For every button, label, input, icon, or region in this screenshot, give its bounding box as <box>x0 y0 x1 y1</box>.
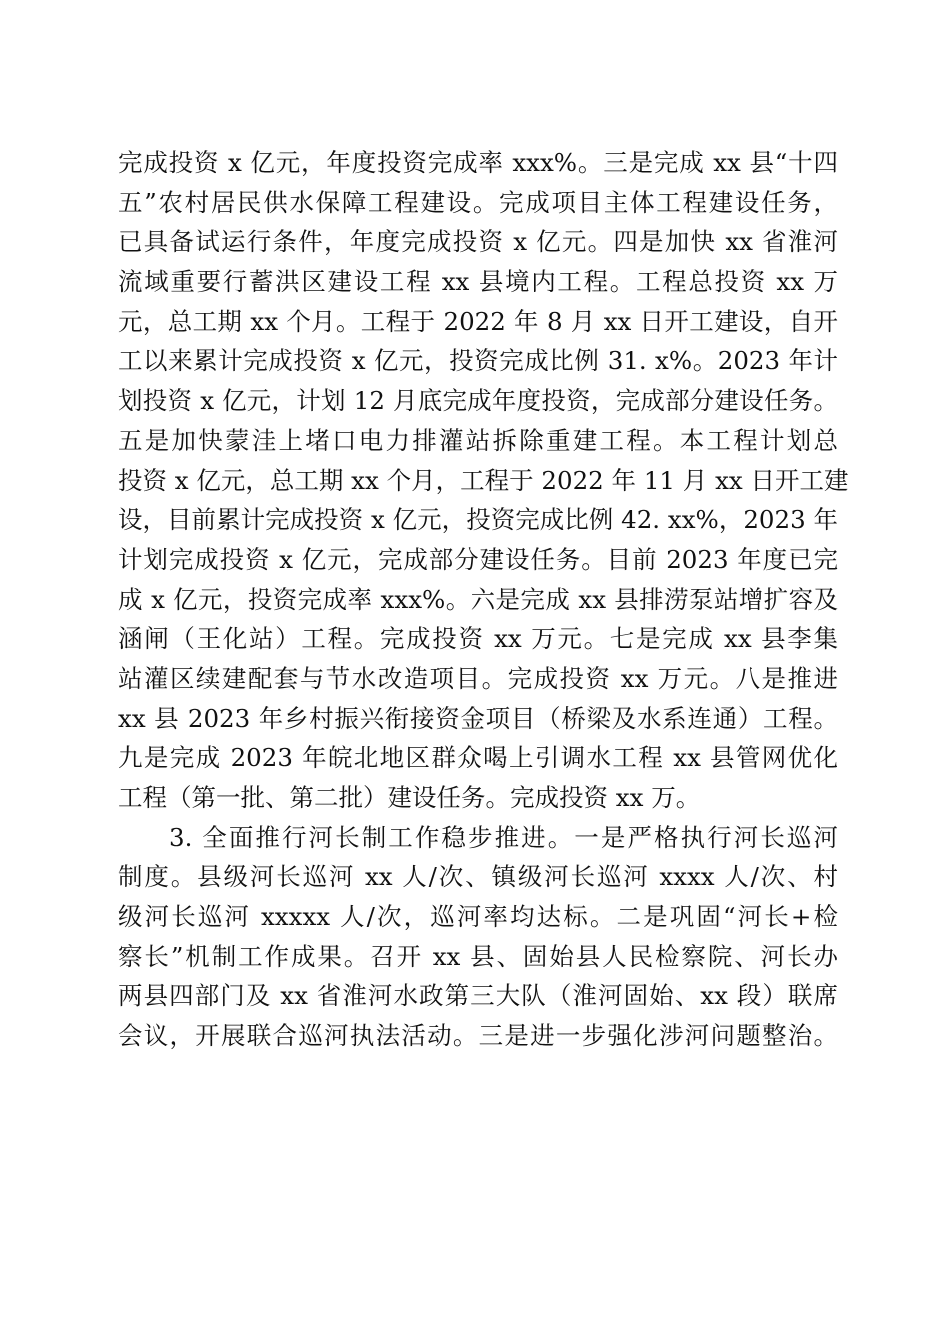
text-line: 会议，开展联合巡河执法活动。三是进一步强化涉河问题整治。 <box>118 1021 838 1051</box>
text-line: 已具备试运行条件，年度完成投资 x 亿元。四是加快 xx 省淮河 <box>118 227 838 257</box>
text-line: 流域重要行蓄洪区建设工程 xx 县境内工程。工程总投资 xx 万 <box>118 267 838 297</box>
text-line: 两县四部门及 xx 省淮河水政第三大队（淮河固始、xx 段）联席 <box>118 981 838 1011</box>
paragraph-river-chief-system <box>118 818 838 1056</box>
text-line: 元，总工期 xx 个月。工程于 2022 年 8 月 xx 日开工建设，自开 <box>118 306 838 336</box>
text-line: 涵闸（王化站）工程。完成投资 xx 万元。七是完成 xx 县李集 <box>118 624 838 654</box>
text-line: 制度。县级河长巡河 xx 人/次、镇级河长巡河 xxxx 人/次、村 <box>118 862 838 892</box>
text-line: 察长”机制工作成果。召开 xx 县、固始县人民检察院、河长办 <box>118 941 838 971</box>
section-heading-line: 3. 全面推行河长制工作稳步推进。一是严格执行河长巡河 <box>169 822 838 852</box>
text-line: 九是完成 2023 年皖北地区群众喝上引调水工程 xx 县管网优化 <box>118 743 838 773</box>
paragraph-investment-progress <box>118 143 849 818</box>
text-line: 成 x 亿元，投资完成率 xxx%。六是完成 xx 县排涝泵站增扩容及 <box>118 584 838 614</box>
text-line: 设，目前累计完成投资 x 亿元，投资完成比例 42. xx%，2023 年 <box>118 505 838 535</box>
text-line: 级河长巡河 xxxxx 人/次，巡河率均达标。二是巩固“河长+检 <box>118 902 838 932</box>
text-line: 划投资 x 亿元，计划 12 月底完成年度投资，完成部分建设任务。 <box>118 386 838 416</box>
text-line: xx 县 2023 年乡村振兴衔接资金项目（桥梁及水系连通）工程。 <box>118 703 838 733</box>
text-line: 投资 x 亿元，总工期 xx 个月，工程于 2022 年 11 月 xx 日开工建 <box>118 465 849 495</box>
body-text <box>118 143 849 1056</box>
text-line: 站灌区续建配套与节水改造项目。完成投资 xx 万元。八是推进 <box>118 663 838 693</box>
text-line: 五”农村居民供水保障工程建设。完成项目主体工程建设任务， <box>118 187 838 217</box>
text-line: 计划完成投资 x 亿元，完成部分建设任务。目前 2023 年度已完 <box>118 544 838 574</box>
text-line: 五是加快蒙洼上堵口电力排灌站拆除重建工程。本工程计划总 <box>118 425 838 455</box>
text-line: 工程（第一批、第二批）建设任务。完成投资 xx 万。 <box>118 783 701 812</box>
text-line: 完成投资 x 亿元，年度投资完成率 xxx%。三是完成 xx 县“十四 <box>118 148 838 177</box>
text-line: 工以来累计完成投资 x 亿元，投资完成比例 31. x%。2023 年计 <box>118 346 838 376</box>
